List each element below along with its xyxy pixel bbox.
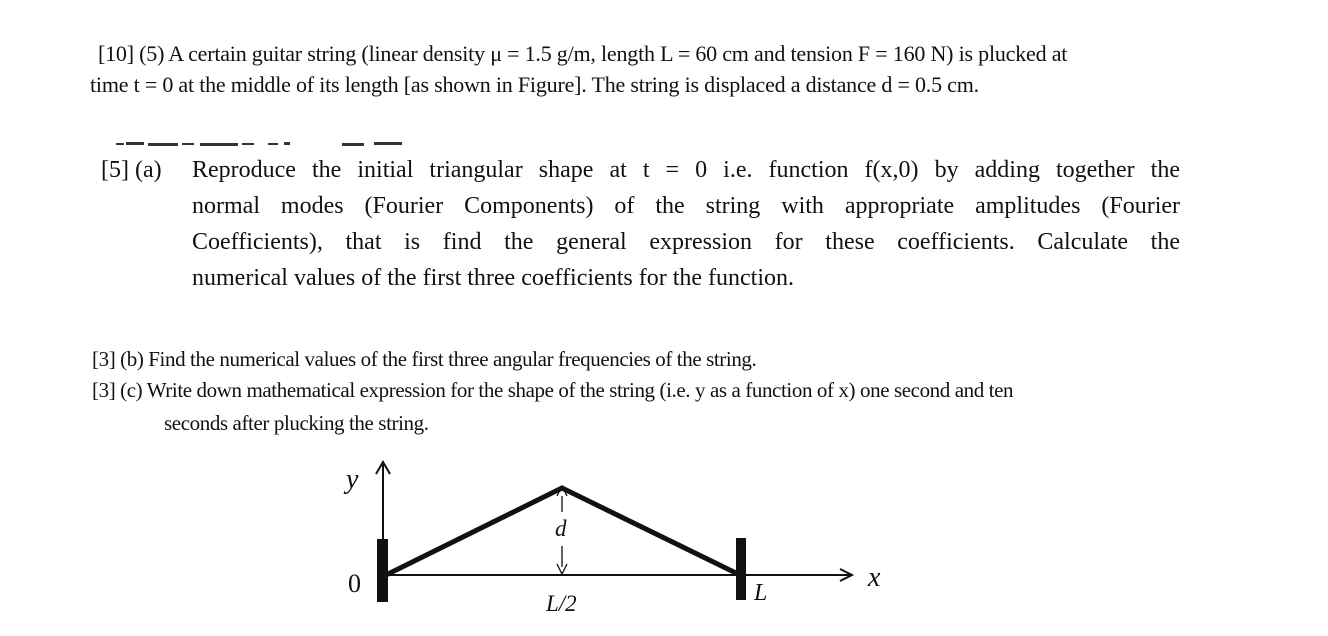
- problem-intro-line-2: time t = 0 at the middle of its length [as shown in Figure]. The string is displaced a distance d = 0.5 cm.: [90, 72, 979, 97]
- part-a-marker: [5] (a): [101, 157, 162, 183]
- plucked-string-figure: [330, 452, 910, 622]
- part-c-line-2: seconds after plucking the string.: [164, 411, 429, 435]
- displacement-label: d: [555, 516, 567, 541]
- x-axis-label: x: [868, 562, 881, 593]
- scan-artifact: [116, 138, 506, 150]
- part-a-line-4: numerical values of the first three coefficients for the function.: [192, 265, 794, 291]
- midpoint-label: L/2: [546, 591, 577, 616]
- part-a-line-1: Reproduce the initial triangular shape at t = 0 i.e. function f(x,0) by adding together the: [192, 157, 1180, 183]
- part-b-text: [3] (b) Find the numerical values of the first three angular frequencies of the string.: [92, 347, 757, 371]
- problem-intro-line-1: [10] (5) A certain guitar string (linear density μ = 1.5 g/m, length L = 60 cm and tension F = 160 N) is plucked at: [98, 41, 1068, 66]
- left-clamp: [377, 539, 388, 602]
- part-a-line-2: normal modes (Fourier Components) of the string with appropriate amplitudes (Fourier: [192, 193, 1180, 219]
- part-c-line-1: [3] (c) Write down mathematical expression for the shape of the string (i.e. y as a function of x) one second and ten: [92, 378, 1014, 402]
- end-label: L: [754, 580, 768, 606]
- right-clamp: [736, 538, 746, 600]
- y-axis-label: y: [346, 464, 359, 495]
- origin-label: 0: [348, 569, 361, 598]
- part-a-line-3: Coefficients), that is find the general expression for these coefficients. Calculate the: [192, 229, 1180, 255]
